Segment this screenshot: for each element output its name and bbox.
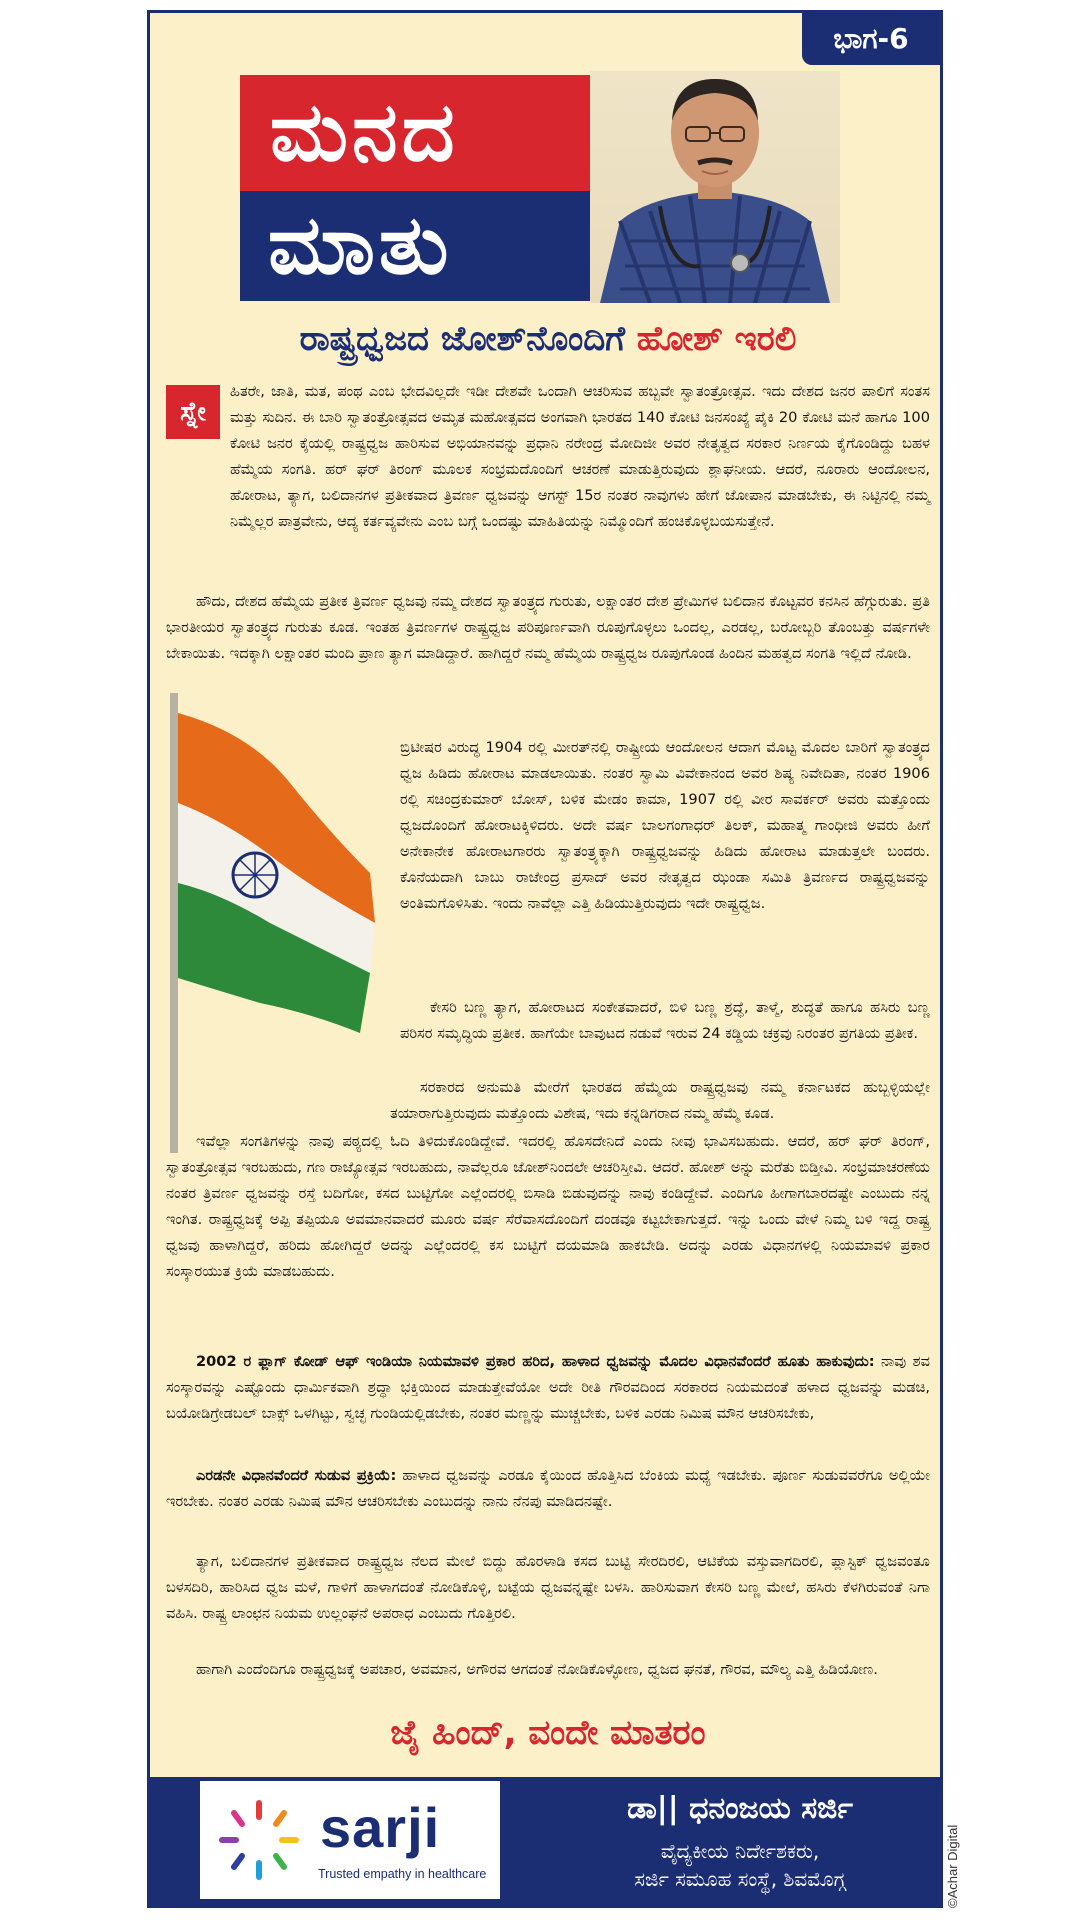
advertorial-frame bbox=[147, 10, 943, 1908]
burial-method-text: ನಾವು ಶವ ಸಂಸ್ಕಾರವನ್ನು ಎಷ್ಟೊಂದು ಧಾರ್ಮಿಕವಾಗಿ ಶ್ರದ್ಧಾ ಭಕ್ತಿಯಿಂದ ಮಾಡುತ್ತೇವೆಯೋ ಅದೇ ರೀತಿ ಗೌರವದಿಂದ ಸರಕಾರದ ನಿಯಮದಂತೆ ಹಳಾದ ಧ್ವಜವನ್ನು ಮಡಚಿ, ಬಯೋಡಿಗ್ರೇಡಬಲ್ ಬಾಕ್ಸ್ ಒಳಗಿಟ್ಟು, ಸ್ವಚ್ಛ ಗುಂಡಿಯಲ್ಲಿಡಬೇಕು, ನಂತರ ಮಣ್ಣನ್ನು ಮುಚ್ಚಬೇಕು, ಬಳಿಕ ಎರಡು ನಿಮಿಷ ಮೌನ ಆಚರಿಸಬೇಕು, bbox=[166, 1353, 930, 1422]
flag-illustration bbox=[160, 693, 390, 1153]
paragraph-intro: ಹಿತರೇ, ಜಾತಿ, ಮತ, ಪಂಥ ಎಂಬ ಭೇದವಿಲ್ಲದೇ ಇಡೀ ದೇಶವೇ ಒಂದಾಗಿ ಆಚರಿಸುವ ಹಬ್ಬವೇ ಸ್ವಾತಂತ್ರೋತ್ಸವ. ಇದು ದೇಶದ ಜನರ ಪಾಲಿಗೆ ಸಂತಸ ಮತ್ತು ಸುದಿನ. ಈ ಬಾರಿ ಸ್ವಾತಂತ್ರೋತ್ಸವದ ಅಮೃತ ಮಹೋತ್ಸವದ ಅಂಗವಾಗಿ ಭಾರತದ 140 ಕೋಟಿ ಜನಸಂಖ್ಯೆ ಪೈಕಿ 20 ಕೋಟಿ ಮನೆ ಹಾಗೂ 100 ಕೋಟಿ ಜನರ ಕೈಯಲ್ಲಿ ರಾಷ್ಟ್ರಧ್ವಜ ಹಾರಿಸುವ ಅಭಿಯಾನವನ್ನು ಪ್ರಧಾನಿ ನರೇಂದ್ರ ಮೋದಿಜೀ ಅವರ ನೇತೃತ್ವದ ಸರಕಾರ ನಿರ್ಣಯ ಕೈಗೊಂಡಿದ್ದು ಬಹಳ ಹೆಮ್ಮೆಯ ಸಂಗತಿ. ಹರ್ ಘರ್ ತಿರಂಗ್ ಮೂಲಕ ಸಂಭ್ರಮದೊಂದಿಗೆ ಆಚರಣೆ ಮಾಡುತ್ತಿರುವುದು ಶ್ಲಾಘನೀಯ. ಆದರೆ, ನೂರಾರು ಆಂದೋಲನ, ಹೋರಾಟ, ತ್ಯಾಗ, ಬಲಿದಾನಗಳ ಪ್ರತೀಕವಾದ ತ್ರಿವರ್ಣ ಧ್ವಜವನ್ನು ಆಗಸ್ಟ್ 15ರ ನಂತರ ನಾವುಗಳು ಹೇಗೆ ಜೋಪಾನ ಮಾಡಬೇಕು, ಈ ನಿಟ್ಟಿನಲ್ಲಿ ನಮ್ಮ ನಿಮ್ಮೆಲ್ಲರ ಪಾತ್ರವೇನು, ಆದ್ಯ ಕರ್ತವ್ಯವೇನು ಎಂಬ ಬಗ್ಗೆ ಒಂದಷ್ಟು ಮಾಹಿತಿಯನ್ನು ನಿಮ್ಮೊಂದಿಗೆ ಹಂಚಿಕೊಳ್ಳಬಯಸುತ್ತೇನೆ. bbox=[230, 383, 930, 530]
article-headline bbox=[150, 319, 946, 359]
paragraph-burning-method bbox=[166, 1463, 930, 1515]
burning-method-heading: ಎರಡನೇ ವಿಧಾನವೆಂದರೆ ಸುಡುವ ಪ್ರಕ್ರಿಯೆ: bbox=[196, 1467, 397, 1484]
paragraph-guidelines: ತ್ಯಾಗ, ಬಲಿದಾನಗಳ ಪ್ರತೀಕವಾದ ರಾಷ್ಟ್ರಧ್ವಜ ನೆಲದ ಮೇಲೆ ಬಿದ್ದು ಹೊರಳಾಡಿ ಕಸದ ಬುಟ್ಟಿ ಸೇರದಿರಲಿ, ಆಟಿಕೆಯ ವಸ್ತುವಾಗದಿರಲಿ, ಪ್ಲಾಸ್ಟಿಕ್ ಧ್ವಜವಂತೂ ಬಳಸದಿರಿ, ಹಾರಿಸಿದ ಧ್ವಜ ಮಳೆ, ಗಾಳಿಗೆ ಹಾಳಾಗದಂತೆ ನೋಡಿಕೊಳ್ಳಿ, ಬಟ್ಟೆಯ ಧ್ವಜವನ್ನಷ್ಟೇ ಬಳಸಿ. ಹಾರಿಸುವಾಗ ಕೇಸರಿ ಬಣ್ಣ ಮೇಲೆ, ಹಸಿರು ಕೆಳಗಿರುವಂತೆ ನಿಗಾ ವಹಿಸಿ. ರಾಷ್ಟ್ರ ಲಾಂಛನ ನಿಯಮ ಉಲ್ಲಂಘನೆ ಅಪರಾಧ ಎಂಬುದು ಗೊತ್ತಿರಲಿ. bbox=[166, 1553, 930, 1622]
paragraph-hubballi: ಸರಕಾರದ ಅನುಮತಿ ಮೇರೆಗೆ ಭಾರತದ ಹೆಮ್ಮೆಯ ರಾಷ್ಟ್ರಧ್ವಜವು ನಮ್ಮ ಕರ್ನಾಟಕದ ಹುಬ್ಬಳ್ಳಿಯಲ್ಲೇ ತಯಾರಾಗುತ್ತಿರುವುದು ಮತ್ತೊಂದು ವಿಶೇಷ, ಇದು ಕನ್ನಡಿಗರಾದ ನಮ್ಮ ಹೆಮ್ಮೆ ಕೂಡ. bbox=[390, 1079, 930, 1122]
credit-text: ©Achar Digital bbox=[945, 1824, 960, 1908]
logo-wordmark: sarji bbox=[320, 1796, 441, 1859]
part-badge: ಭಾಗ-6 bbox=[802, 13, 940, 65]
burning-method-text: ಹಾಳಾದ ಧ್ವಜವನ್ನು ಎರಡೂ ಕೈಯಿಂದ ಹೊತ್ತಿಸಿದ ಬೆಂಕಿಯ ಮಧ್ಯೆ ಇಡಬೇಕು. ಪೂರ್ಣ ಸುಡುವವರೆಗೂ ಅಲ್ಲಿಯೇ ಇರಬೇಕು. ನಂತರ ಎರಡು ನಿಮಿಷ ಮೌನ ಆಚರಿಸಬೇಕು ಎಂಬುದನ್ನು ನಾನು ನೆನಪು ಮಾಡಿದನಷ್ಟೇ. bbox=[166, 1467, 930, 1510]
logo-tagline: Trusted empathy in healthcare bbox=[318, 1867, 487, 1881]
paragraph-disposal: ಇವೆಲ್ಲಾ ಸಂಗತಿಗಳನ್ನು ನಾವು ಪಠ್ಯದಲ್ಲಿ ಓದಿ ತಿಳಿದುಕೊಂಡಿದ್ದೇವೆ. ಇದರಲ್ಲಿ ಹೊಸದೇನಿದೆ ಎಂದು ನೀವು ಭಾವಿಸಬಹುದು. ಆದರೆ, ಹರ್ ಘರ್ ತಿರಂಗ್, ಸ್ವಾತಂತ್ರೋತ್ಸವ ಇರಬಹುದು, ಗಣ ರಾಜ್ಯೋತ್ಸವ ಇರಬಹುದು, ನಾವೆಲ್ಲರೂ ಜೋಶ್‌ನಿಂದಲೇ ಆಚರಿಸ್ತೀವಿ. ಆದರೆ. ಹೋಶ್ ಅನ್ನು ಮರೆತು ಬಿಡ್ತೀವಿ. ಸಂಭ್ರಮಾಚರಣೆಯ ನಂತರ ತ್ರಿವರ್ಣ ಧ್ವಜವನ್ನು ರಸ್ತೆ ಬದಿಗೋ, ಕಸದ ಬುಟ್ಟಿಗೋ ಎಲ್ಲೆಂದರಲ್ಲಿ ಬಿಸಾಡಿ ಬಿಡುವುದನ್ನು ನಾವು ಕಂಡಿದ್ದೇವೆ. ಎಂದಿಗೂ ಹೀಗಾಗಬಾರದಷ್ಟೇ ಎಂಬುದು ನನ್ನ ಇಂಗಿತ. ರಾಷ್ಟ್ರಧ್ವಜಕ್ಕೆ ಅಪ್ಪಿ ತಪ್ಪಿಯೂ ಅವಮಾನವಾದರೆ ಮೂರು ವರ್ಷ ಸೆರೆವಾಸದೊಂದಿಗೆ ದಂಡವೂ ಕಟ್ಟಬೇಕಾಗುತ್ತದೆ. ಇನ್ನು ಒಂದು ವೇಳೆ ನಿಮ್ಮ ಬಳಿ ಇದ್ದ ರಾಷ್ಟ್ರ ಧ್ವಜವು ಹಾಳಾಗಿದ್ದರೆ, ಹರಿದು ಹೋಗಿದ್ದರೆ ಅದನ್ನು ಎಲ್ಲೆಂದರಲ್ಲಿ ಕಸ ಬುಟ್ಟಿಗೆ ದಯಮಾಡಿ ಹಾಕಬೇಡಿ. ಅದನ್ನು ಎರಡು ವಿಧಾನಗಳಲ್ಲಿ ನಿಯಮಾವಳಿ ಪ್ರಕಾರ ಸಂಸ್ಕಾರಯುತ ಕ್ರಿಯೆ ಮಾಡಬಹುದು. bbox=[166, 1133, 930, 1280]
sarji-logo-icon bbox=[214, 1795, 304, 1885]
paragraph-colours: ಕೇಸರಿ ಬಣ್ಣ ತ್ಯಾಗ, ಹೋರಾಟದ ಸಂಕೇತವಾದರೆ, ಬಿಳಿ ಬಣ್ಣ ಶ್ರದ್ಧೆ, ತಾಳ್ಮೆ, ಶುದ್ಧತೆ ಹಾಗೂ ಹಸಿರು ಬಣ್ಣ ಪರಿಸರ ಸಮೃದ್ಧಿಯ ಪ್ರತೀಕ. ಹಾಗೆಯೇ ಬಾವುಟದ ನಡುವೆ ಇರುವ 24 ಕಡ್ಡಿಯ ಚಕ್ರವು ನಿರಂತರ ಪ್ರಗತಿಯ ಪ್ರತೀಕ. bbox=[400, 999, 930, 1042]
burial-method-heading: 2002 ರ ಫ್ಲಾಗ್ ಕೋಡ್ ಆಫ್ ಇಂಡಿಯಾ ನಿಯಮಾವಳಿ ಪ್ರಕಾರ ಹರಿದ, ಹಾಳಾದ ಧ್ವಜವನ್ನು ಮೊದಲ ವಿಧಾನವೆಂದರೆ ಹೂತು ಹಾಕುವುದು: bbox=[196, 1353, 875, 1370]
paragraph-2: ಹೌದು, ದೇಶದ ಹೆಮ್ಮೆಯ ಪ್ರತೀಕ ತ್ರಿವರ್ಣ ಧ್ವಜವು ನಮ್ಮ ದೇಶದ ಸ್ವಾತಂತ್ರ್ಯದ ಗುರುತು, ಲಕ್ಷಾಂತರ ದೇಶ ಪ್ರೇಮಿಗಳ ಬಲಿದಾನ ಕೊಟ್ಟವರ ಕನಸಿನ ಹೆಗ್ಗುರುತು. ಪ್ರತಿ ಭಾರತೀಯರ ಸ್ವಾತಂತ್ರ್ಯದ ಗುರುತು ಕೂಡ. ಇಂತಹ ತ್ರಿವರ್ಣಗಳ ರಾಷ್ಟ್ರಧ್ವಜ ಪರಿಪೂರ್ಣವಾಗಿ ರೂಪುಗೊಳ್ಳಲು ಒಂದಲ್ಲ, ಎರಡಲ್ಲ, ಬರೋಬ್ಬರಿ ತೊಂಬತ್ತು ವರ್ಷಗಳೇ ಬೇಕಾಯಿತು. ಇದಕ್ಕಾಗಿ ಲಕ್ಷಾಂತರ ಮಂದಿ ಪ್ರಾಣ ತ್ಯಾಗ ಮಾಡಿದ್ದಾರೆ. ಹಾಗಿದ್ದರೆ ನಮ್ಮ ಹೆಮ್ಮೆಯ ರಾಷ್ಟ್ರಧ್ವಜ ರೂಪುಗೊಂಡ ಹಿಂದಿನ ಮಹತ್ವದ ಸಂಗತಿ ಇಲ್ಲಿದೆ ನೋಡಿ. bbox=[166, 593, 930, 662]
headline-part-2: ಹೋಶ್ ಇರಲಿ bbox=[636, 319, 797, 359]
footer-band bbox=[150, 1777, 940, 1905]
sarji-logo bbox=[200, 1781, 500, 1899]
paragraph-history: ಬ್ರಿಟೀಷರ ವಿರುದ್ಧ 1904 ರಲ್ಲಿ ಮೀರತ್‌ನಲ್ಲಿ ರಾಷ್ಟ್ರೀಯ ಆಂದೋಲನ ಆದಾಗ ಮೊಟ್ಟ ಮೊದಲ ಬಾರಿಗೆ ಸ್ವಾತಂತ್ರ್ಯದ ಧ್ವಜ ಹಿಡಿದು ಹೋರಾಟ ಮಾಡಲಾಯಿತು. ನಂತರ ಸ್ವಾಮಿ ವಿವೇಕಾನಂದ ಅವರ ಶಿಷ್ಯ ನಿವೇದಿತಾ, ನಂತರ 1906 ರಲ್ಲಿ ಸಚಿಂದ್ರಕುಮಾರ್ ಬೋಸ್, ಬಳಿಕ ಮೇಡಂ ಕಾಮಾ, 1907 ರಲ್ಲಿ ವೀರ ಸಾವರ್ಕರ್ ಅವರು ಮತ್ತೊಂದು ಧ್ವಜದೊಂದಿಗೆ ಹೋರಾಟಕ್ಕಿಳಿದರು. ಅದೇ ವರ್ಷ ಬಾಲಗಂಗಾಧರ್ ತಿಲಕ್, ಮಹಾತ್ಮ ಗಾಂಧೀಜಿ ಅವರು ಹೀಗೆ ಅನೇಕಾನೇಕ ಹೋರಾಟಗಾರರು ಸ್ವಾತಂತ್ರ್ಯಕ್ಕಾಗಿ ರಾಷ್ಟ್ರಧ್ವಜವನ್ನು ಹಿಡಿದು ಹೋರಾಟ ಮಾಡುತ್ತಲೇ ಬಂದರು. ಕೊನೆಯದಾಗಿ ಬಾಬು ರಾಜೇಂದ್ರ ಪ್ರಸಾದ್ ಅವರ ನೇತೃತ್ವದ ಝಂಡಾ ಸಮಿತಿ ತ್ರಿವರ್ಣದ ರಾಷ್ಟ್ರಧ್ವಜವನ್ನು ಅಂತಿಮಗೊಳಿಸಿತು. ಇಂದು ನಾವೆಲ್ಲಾ ಎತ್ತಿ ಹಿಡಿಯುತ್ತಿರುವುದು ಇದೇ ರಾಷ್ಟ್ರಧ್ವಜ. bbox=[400, 739, 930, 912]
designation-line-1: ವೈದ್ಯಕೀಯ ನಿರ್ದೇಶಕರು, bbox=[660, 1839, 820, 1863]
headline-part-1: ರಾಷ್ಟ್ರಧ್ವಜದ ಜೋಶ್‌ನೊಂದಿಗೆ bbox=[299, 319, 625, 359]
paragraph-closing: ಹಾಗಾಗಿ ಎಂದೆಂದಿಗೂ ರಾಷ್ಟ್ರಧ್ವಜಕ್ಕೆ ಅಪಚಾರ, ಅವಮಾನ, ಅಗೌರವ ಆಗದಂತೆ ನೋಡಿಕೊಳ್ಳೋಣ, ಧ್ವಜದ ಘನತೆ, ಗೌರವ, ಮೌಲ್ಯ ಎತ್ತಿ ಹಿಡಿಯೋಣ. bbox=[196, 1661, 878, 1678]
slogan: ಜೈ ಹಿಂದ್, ವಂದೇ ಮಾತರಂ bbox=[390, 1713, 706, 1753]
title-line-1: ಮನದ bbox=[240, 75, 670, 191]
doctor-name: ಡಾ|| ಧನಂಜಯ ಸರ್ಜಿ bbox=[627, 1791, 853, 1826]
drop-cap: ಸ್ನೇ bbox=[166, 385, 220, 439]
doctor-portrait-illustration bbox=[590, 71, 840, 303]
indian-flag-image bbox=[160, 693, 390, 1153]
doctor-portrait bbox=[590, 71, 840, 303]
designation-line-2: ಸರ್ಜಿ ಸಮೂಹ ಸಂಸ್ಥೆ, ಶಿವಮೊಗ್ಗ bbox=[634, 1867, 846, 1891]
doctor-designation bbox=[560, 1837, 920, 1893]
title-line-2: ಮಾತು bbox=[240, 191, 590, 301]
paragraph-burial-method bbox=[166, 1349, 930, 1427]
